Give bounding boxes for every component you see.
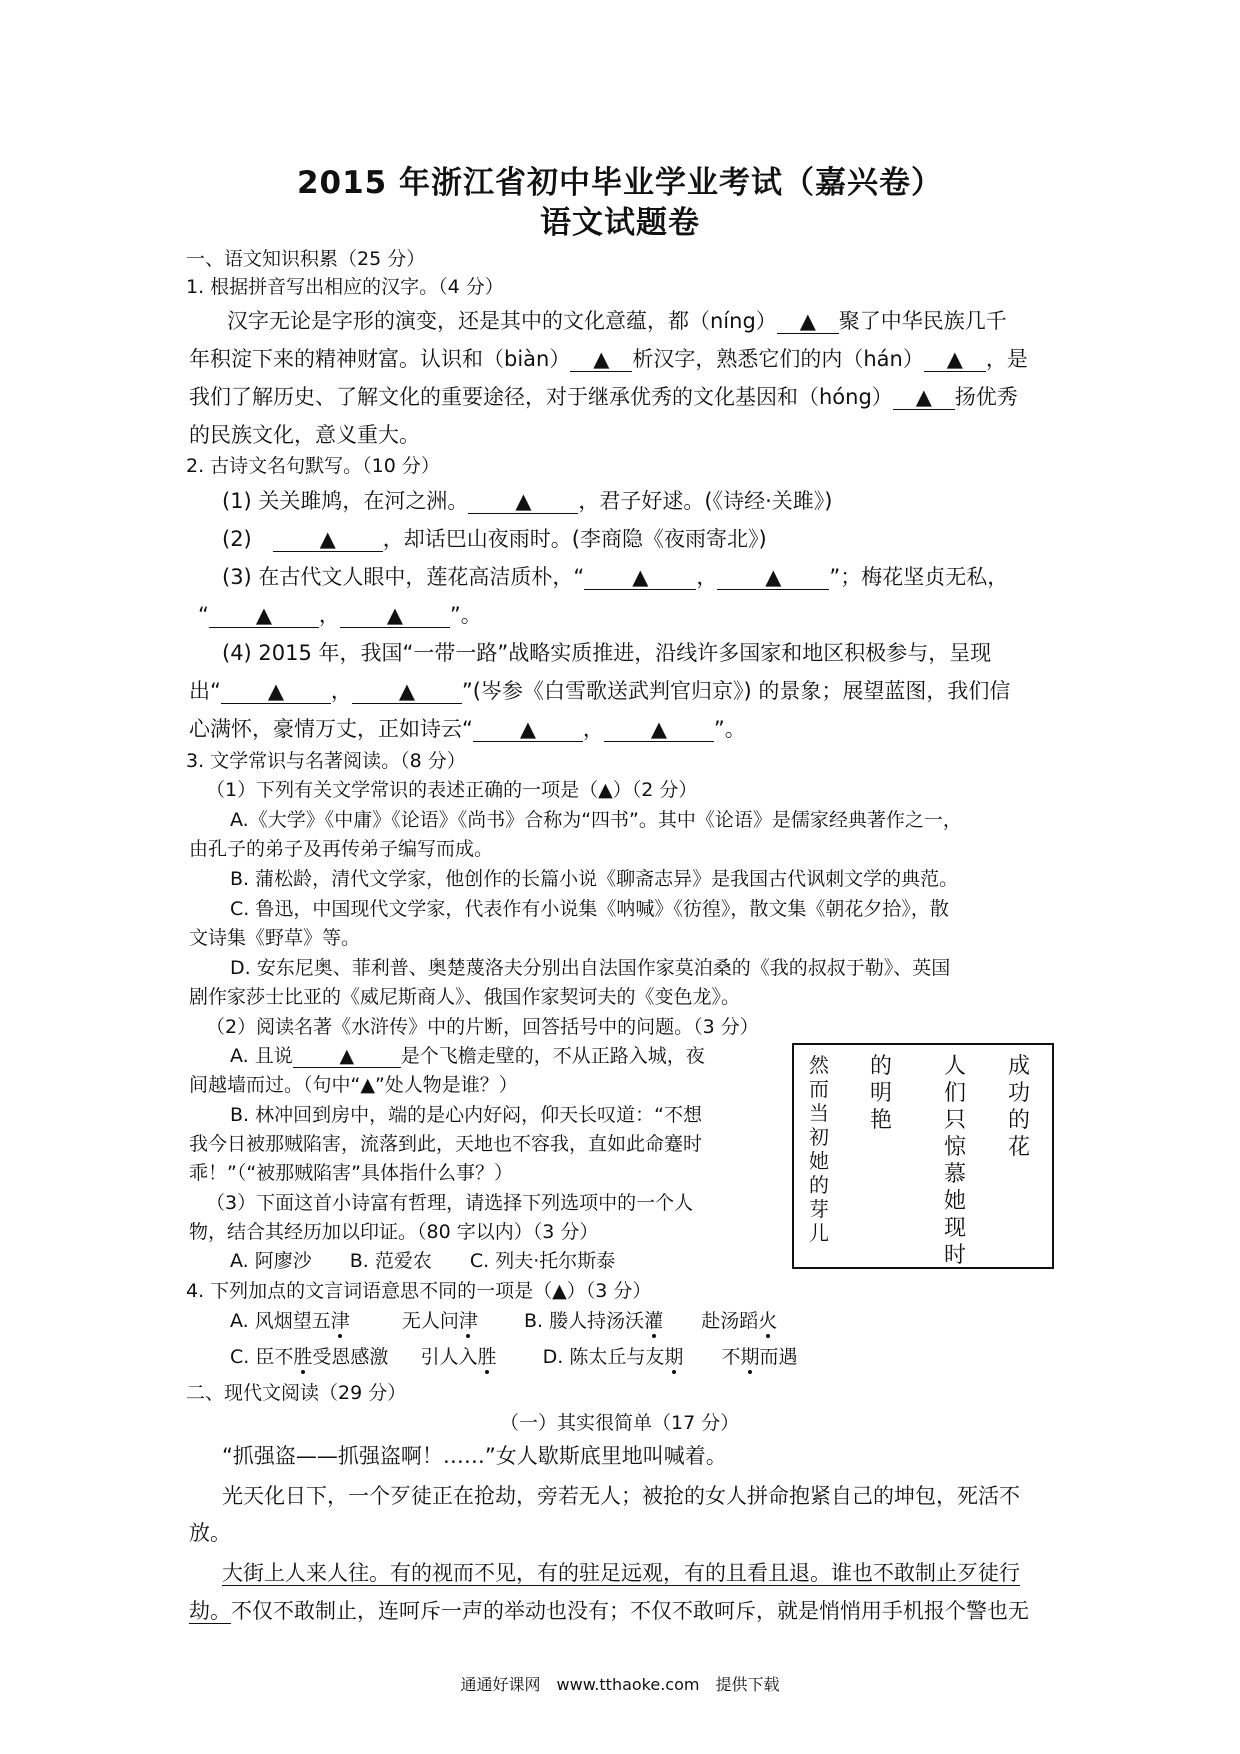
answer-blank: ▲ xyxy=(340,603,450,628)
q1-line1: 汉字无论是字形的演变，还是其中的文化意蕴，都（níng） ▲ 聚了中华民族几千 xyxy=(227,309,1007,333)
answer-blank: ▲ xyxy=(473,717,583,742)
q2-item2: (2) ▲ ，却话巴山夜雨时。(李商隐《夜雨寄北》) xyxy=(222,527,767,551)
q3-part2-b: B. 林冲回到房中，端的是心内好闷，仰天长叹道：“不想 xyxy=(230,1104,702,1126)
q3-part3-options: A. 阿廖沙 B. 范爱农 C. 列夫·托尔斯泰 xyxy=(230,1250,616,1272)
q3-part3: （3）下面这首小诗富有哲理，请选择下列选项中的一个人 xyxy=(206,1192,694,1214)
q3-part3-cont: 物，结合其经历加以印证。（80 字以内）（3 分） xyxy=(189,1221,599,1243)
answer-blank: ▲ xyxy=(570,347,632,372)
question-stem: 2. 古诗文名句默写。（10 分） xyxy=(186,455,440,477)
answer-blank: ▲ xyxy=(273,527,383,552)
emphasis-dot-word: 火 xyxy=(758,1310,778,1332)
poem-column: 然而当初她的芽儿 xyxy=(809,1053,829,1245)
answer-blank: ▲ xyxy=(717,565,829,590)
q1-line3: 我们了解历史、了解文化的重要途径，对于继承优秀的文化基因和（hóng） ▲ 扬优秀 xyxy=(189,385,1018,409)
answer-blank: ▲ xyxy=(209,603,319,628)
q2-item4-cont: 出“ ▲ ， ▲ ”(岑参《白雪歌送武判官归京》) 的景象；展望蓝图，我们信 xyxy=(189,679,1011,703)
exam-subtitle: 语文试题卷 xyxy=(540,205,700,241)
q3-part2-a: A. 且说 ▲ 是个飞檐走壁的，不从正路入城，夜 xyxy=(230,1045,705,1067)
q3-part2-a-cont: 间越墙而过。（句中“▲”处人物是谁？） xyxy=(189,1074,518,1096)
footer-credit: 通通好课网 www.tthaoke.com 提供下载 xyxy=(460,1675,780,1694)
answer-blank: ▲ xyxy=(221,679,331,704)
exam-title: 2015 年浙江省初中毕业学业考试（嘉兴卷） xyxy=(296,165,944,201)
question-stem: 3. 文学常识与名著阅读。（8 分） xyxy=(186,750,466,772)
emphasis-dot-word: 灌 xyxy=(644,1310,664,1332)
answer-blank: ▲ xyxy=(924,347,986,372)
q2-item4-cont2: 心满怀，豪情万丈，正如诗云“ ▲ ， ▲ ”。 xyxy=(189,717,746,741)
q2-item4: (4) 2015 年，我国“一带一路”战略实质推进，沿线许多国家和地区积极参与，呈现 xyxy=(222,641,992,665)
option-b: B. 蒲松龄，清代文学家，他创作的长篇小说《聊斋志异》是我国古代讽刺文学的典范。 xyxy=(230,868,959,890)
reading-title: （一）其实很简单（17 分） xyxy=(500,1412,740,1434)
emphasis-dot-word: 津 xyxy=(330,1310,350,1332)
poem-column: 的明艳 xyxy=(869,1054,892,1133)
emphasis-dot-word: 期 xyxy=(664,1346,684,1368)
emphasis-dot-word: 津 xyxy=(458,1310,478,1332)
answer-blank: ▲ xyxy=(584,565,696,590)
answer-blank: ▲ xyxy=(604,717,714,742)
emphasis-dot-word: 胜 xyxy=(293,1346,313,1368)
answer-blank: ▲ xyxy=(352,679,462,704)
answer-blank: ▲ xyxy=(468,489,578,514)
question-stem: 4. 下列加点的文言词语意思不同的一项是（▲）（3 分） xyxy=(186,1280,652,1302)
poem-column: 人们只惊慕她现时 xyxy=(943,1054,966,1268)
emphasis-dot-word: 期 xyxy=(740,1346,760,1368)
reading-paragraph-underlined: 大街上人来人往。有的视而不见，有的驻足远观，有的且看且退。谁也不敢制止歹徒行 xyxy=(222,1561,1020,1585)
q3-part1: （1）下列有关文学常识的表述正确的一项是（▲）（2 分） xyxy=(206,779,698,801)
reading-paragraph-cont: 劫。不仅不敢制止，连呵斥一声的举动也没有；不仅不敢呵斥，就是悄悄用手机报个警也无 xyxy=(189,1599,1029,1623)
q2-item3: (3) 在古代文人眼中，莲花高洁质朴，“ ▲ ， ▲ ”；梅花坚贞无私， xyxy=(222,565,1009,589)
reading-paragraph: 光天化日下，一个歹徒正在抢劫，旁若无人；被抢的女人拼命抱紧自己的坤包，死活不 xyxy=(222,1484,1020,1508)
poem-box xyxy=(792,1043,1054,1269)
option-c-cont: 文诗集《野草》等。 xyxy=(189,927,361,949)
option-a: A.《大学》《中庸》《论语》《尚书》合称为“四书”。其中《论语》是儒家经典著作之一， xyxy=(230,809,962,831)
section-heading: 一、语文知识积累（25 分） xyxy=(186,248,426,270)
answer-blank: ▲ xyxy=(293,1045,401,1068)
q4-row2: C. 臣不胜受恩感激 引人入胜 D. 陈太丘与友期 不期而遇 xyxy=(230,1346,798,1368)
option-a-cont: 由孔子的弟子及再传弟子编写而成。 xyxy=(189,838,494,860)
option-d-cont: 剧作家莎士比亚的《威尼斯商人》、俄国作家契诃夫的《变色龙》。 xyxy=(189,986,741,1008)
q2-item1: (1) 关关雎鸠，在河之洲。 ▲ ，君子好逑。(《诗经·关雎》) xyxy=(222,489,833,513)
q3-part2-b-cont: 我今日被那贼陷害，流落到此，天地也不容我，直如此命蹇时 xyxy=(189,1133,703,1155)
q2-item3-cont: “ ▲ ， ▲ ”。 xyxy=(198,603,482,627)
section-heading: 二、现代文阅读（29 分） xyxy=(186,1382,407,1404)
q3-part2-b-cont2: 乖！”（“被那贼陷害”具体指什么事？） xyxy=(189,1162,514,1184)
answer-blank: ▲ xyxy=(777,309,839,334)
q1-line2: 年积淀下来的精神财富。认识和（biàn） ▲ 析汉字，熟悉它们的内（hán） ▲ ，是 xyxy=(189,347,1028,371)
reading-paragraph-cont: 放。 xyxy=(189,1521,231,1545)
q1-line4: 的民族文化，意义重大。 xyxy=(189,423,420,447)
emphasis-dot-word: 胜 xyxy=(477,1346,497,1368)
reading-paragraph: “抓强盗——抓强盗啊！……”女人歇斯底里地叫喊着。 xyxy=(222,1444,727,1468)
q3-part2: （2）阅读名著《水浒传》中的片断，回答括号中的问题。（3 分） xyxy=(206,1016,759,1038)
answer-blank: ▲ xyxy=(893,385,955,410)
poem-column: 成功的花 xyxy=(1007,1054,1030,1160)
option-c: C. 鲁迅，中国现代文学家，代表作有小说集《呐喊》《彷徨》，散文集《朝花夕拾》，散 xyxy=(230,898,949,920)
option-d: D. 安东尼奥、菲利普、奥楚蔑洛夫分别出自法国作家莫泊桑的《我的叔叔于勒》、英国 xyxy=(230,957,951,979)
q4-row1: A. 风烟望五津 无人问津 B. 媵人持汤沃灌 赴汤蹈火 xyxy=(230,1310,778,1332)
question-stem: 1. 根据拼音写出相应的汉字。（4 分） xyxy=(186,276,504,298)
